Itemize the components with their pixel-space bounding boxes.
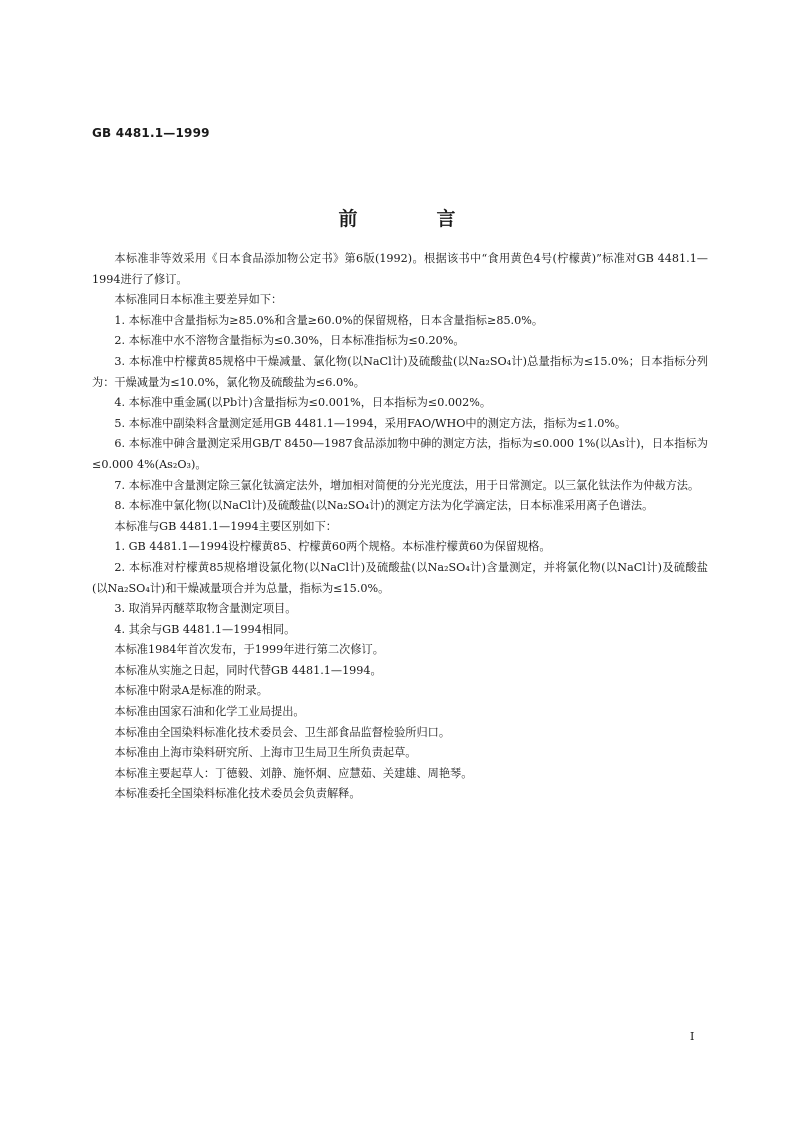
page-title: 前 言 — [338, 208, 486, 230]
paragraph-annex: 本标准中附录A是标准的附录。 — [114, 684, 268, 698]
list-item: 1. GB 4481.1—1994设柠檬黄85、柠檬黄60两个规格。本标准柠檬黄60为保留规格。 — [114, 540, 551, 554]
list-item: 8. 本标准中氯化物(以NaCl计)及硫酸盐(以Na₂SO₄计)的测定方法为化学滴定法，日本标准采用离子色谱法。 — [114, 499, 654, 513]
paragraph-drafting-org: 本标准由上海市染料研究所、上海市卫生局卫生所负责起草。 — [114, 746, 417, 760]
paragraph-interpretation: 本标准委托全国染料标准化技术委员会负责解释。 — [114, 787, 361, 801]
paragraph-revision-heading: 本标准与GB 4481.1—1994主要区别如下： — [114, 519, 337, 533]
standard-code: GB 4481.1—1999 — [92, 126, 210, 140]
paragraph-replacement: 本标准从实施之日起，同时代替GB 4481.1—1994。 — [114, 663, 382, 677]
paragraph-history: 本标准1984年首次发布，于1999年进行第二次修订。 — [114, 643, 384, 657]
page-number: I — [690, 1030, 695, 1043]
list-item: 4. 其余与GB 4481.1—1994相同。 — [114, 622, 296, 636]
paragraph-drafters: 本标准主要起草人：丁德毅、刘静、施怀炯、应慧茹、关建雄、周艳琴。 — [114, 766, 473, 780]
list-item: 7. 本标准中含量测定除三氯化钛滴定法外，增加相对简便的分光光度法，用于日常测定。以三氯化钛法作为仲裁方法。 — [114, 478, 700, 492]
list-item: 2. 本标准对柠檬黄85规格增设氯化物(以NaCl计)及硫酸盐(以Na₂SO₄计)含量测定，并将氯化物(以NaCl计)及硫酸盐(以Na₂SO₄计)和干燥减量项合并为总量，指标为≤15.0%。 — [92, 560, 708, 595]
paragraph-proposer: 本标准由国家石油和化学工业局提出。 — [114, 705, 305, 719]
paragraph-intro: 本标准非等效采用《日本食品添加物公定书》第6版(1992)。根据该书中“食用黄色4号(柠檬黄)”标准对GB 4481.1—1994进行了修订。 — [92, 252, 708, 286]
list-item: 4. 本标准中重金属(以Pb计)含量指标为≤0.001%，日本指标为≤0.002%。 — [114, 396, 492, 410]
paragraph-differences-heading: 本标准同日本标准主要差异如下： — [114, 293, 283, 307]
list-item: 6. 本标准中砷含量测定采用GB/T 8450—1987食品添加物中砷的测定方法，指标为≤0.000 1%(以As计)，日本指标为≤0.000 4%(As₂O₃)。 — [92, 437, 708, 471]
list-item: 5. 本标准中副染料含量测定延用GB 4481.1—1994，采用FAO/WHO中的测定方法，指标为≤1.0%。 — [114, 416, 627, 430]
list-item: 1. 本标准中含量指标为≥85.0%和含量≥60.0%的保留规格，日本含量指标≥85.0%。 — [114, 313, 544, 327]
list-item: 3. 本标准中柠檬黄85规格中干燥减量、氯化物(以NaCl计)及硫酸盐(以Na₂SO₄计)总量指标为≤15.0%；日本指标分列为：干燥减量为≤10.0%，氯化物及硫酸盐为≤6.0%。 — [92, 354, 708, 389]
foreword-body — [92, 249, 708, 805]
list-item: 2. 本标准中水不溶物含量指标为≤0.30%，日本标准指标为≤0.20%。 — [114, 334, 465, 348]
list-item: 3. 取消异丙醚萃取物含量测定项目。 — [114, 602, 297, 616]
paragraph-centralized: 本标准由全国染料标准化技术委员会、卫生部食品监督检验所归口。 — [114, 725, 451, 739]
